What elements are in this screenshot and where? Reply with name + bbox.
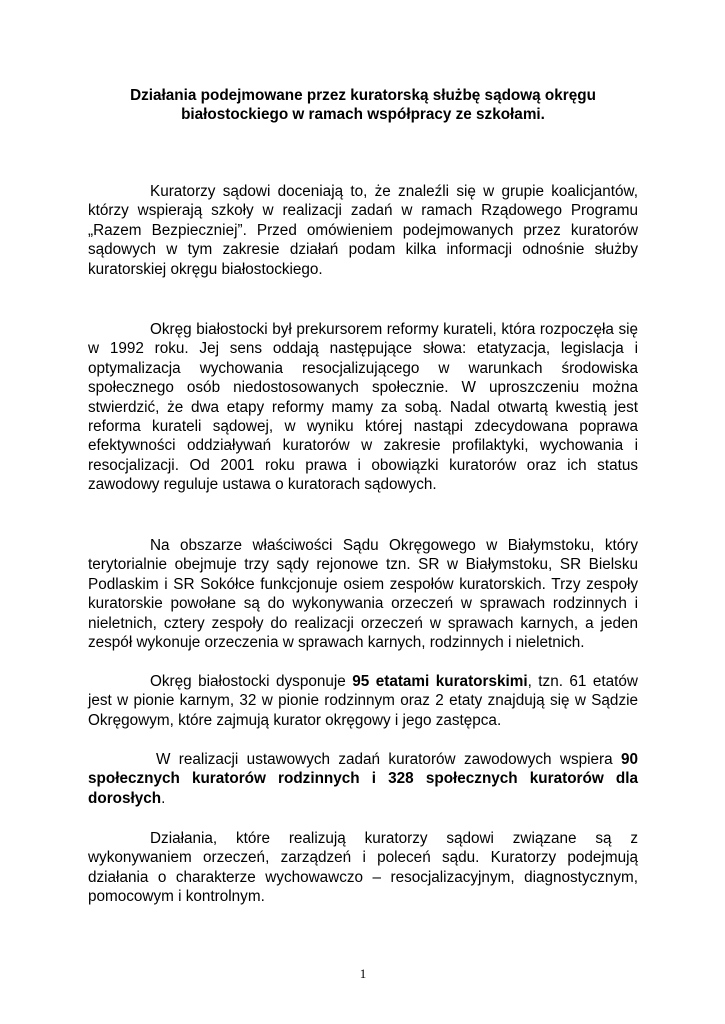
- social-text-pre: W realizacji ustawowych zadań kuratorów zawodowych wspiera: [156, 751, 621, 768]
- social-text-bold: 90 społecznych kuratorów rodzinnych i 328 społecznych kuratorów dla dorosłych: [88, 751, 638, 807]
- paragraph-reform: Okręg białostocki był prekursorem reformy kurateli, która rozpoczęła się w 1992 roku. Jej sens oddają następujące słowa: etatyzacja, legislacja i optymalizacja wychowania resocjalizującego w warunkach środowiska społecznego osób niedostosowanych społecznie. W uproszczeniu można stwierdzić, że dwa etapy reformy mamy za sobą. Nadal otwartą kwestią jest reforma kurateli sądowej, w wyniku której nastąpi zdecydowana poprawa efektywności oddziaływań kuratorów w zakresie profilaktyki, wychowania i resocjalizacji. Od 2001 roku prawa i obowiązki kuratorów oraz ich status zawodowy reguluje ustawa o kuratorach sądowych.: [88, 321, 638, 494]
- paragraph-teams: Na obszarze właściwości Sądu Okręgowego w Białymstoku, który terytorialnie obejmuje trzy sądy rejonowe tzn. SR w Białymstoku, SR Bielsku Podlaskim i SR Sokółce funkcjonuje osiem zespołów kuratorskich. Trzy zespoły kuratorskie powołane są do wykonywania orzeczeń w sprawach rodzinnych i nieletnich, cztery zespoły do realizacji orzeczeń w sprawach karnych, a jeden zespół wykonuje orzeczenia w sprawach karnych, rodzinnych i nieletnich.: [88, 537, 638, 652]
- title-line-2: białostockiego w ramach współpracy ze szkołami.: [181, 106, 545, 123]
- paragraph-activities: Działania, które realizują kuratorzy sądowi związane są z wykonywaniem orzeczeń, zarządzeń i poleceń sądu. Kuratorzy podejmują działania o charakterze wychowawczo – resocjalizacyjnym, diagnostycznym, pomocowym i kontrolnym.: [88, 830, 638, 906]
- positions-text-bold: 95 etatami kuratorskimi: [352, 673, 528, 690]
- paragraph-social-curators: [88, 750, 638, 808]
- paragraph-intro: Kuratorzy sądowi doceniają to, że znaleźli się w grupie koalicjantów, którzy wspierają szkoły w realizacji zadań w ramach Rządowego Programu „Razem Bezpieczniej”. Przed omówieniem podejmowanych przez kuratorów sądowych w tym zakresie działań podam kilka informacji odnośnie służby kuratorskiej okręgu białostockiego.: [88, 183, 638, 278]
- paragraph-positions: [88, 672, 638, 730]
- positions-text-pre: Okręg białostocki dysponuje: [150, 673, 353, 690]
- positions-text-post: , tzn. 61 etatów jest w pionie karnym, 32 w pionie rodzinnym oraz 2 etaty znajdują się w Sądzie Okręgowym, które zajmują kurator okręgowy i jego zastępca.: [88, 673, 638, 729]
- social-text-post: .: [161, 789, 166, 807]
- document-title: [88, 86, 638, 124]
- title-line-1: Działania podejmowane przez kuratorską służbę sądową okręgu: [130, 87, 596, 104]
- page-number: 1: [359, 966, 367, 981]
- document-page: [88, 0, 638, 1024]
